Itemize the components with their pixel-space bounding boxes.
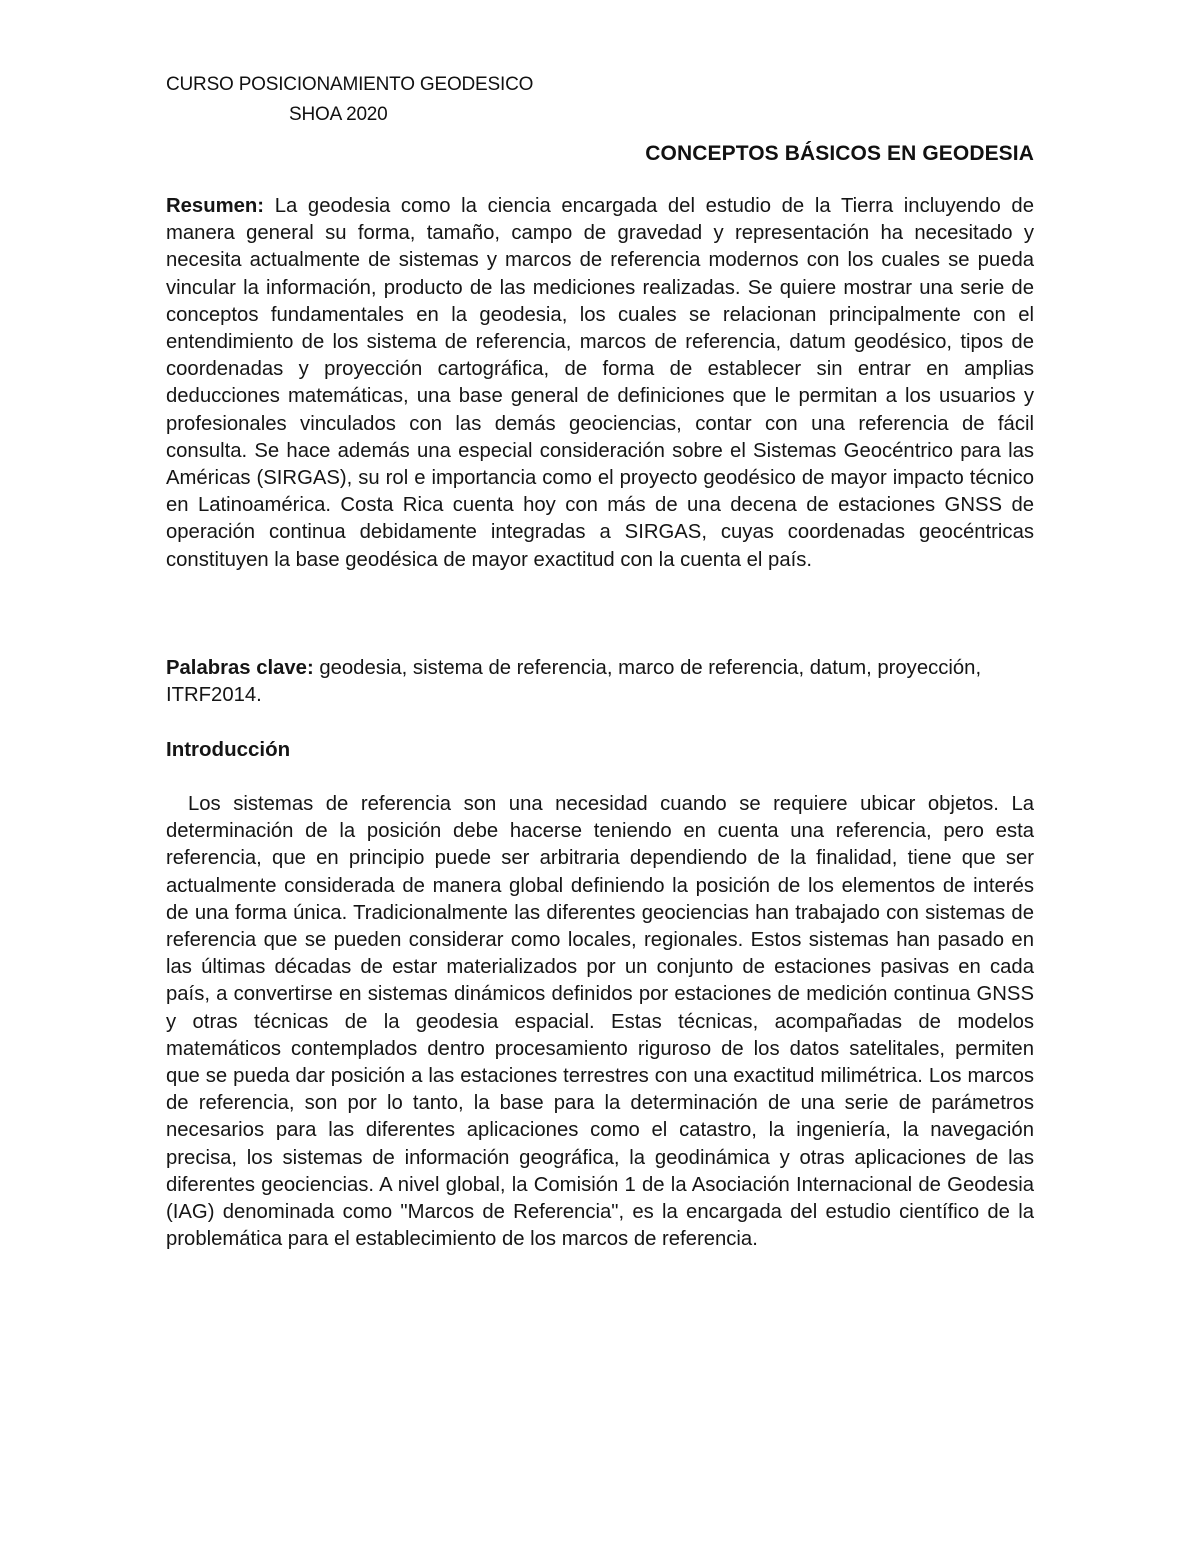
course-institution-year: SHOA 2020: [289, 104, 388, 125]
course-header: [166, 70, 666, 130]
keywords-label: Palabras clave:: [166, 657, 314, 679]
introduction-heading: Introducción: [166, 738, 291, 761]
abstract-paragraph: [166, 193, 1034, 574]
document-title: CONCEPTOS BÁSICOS EN GEODESIA: [645, 142, 1034, 165]
abstract-text: La geodesia como la ciencia encargada del estudio de la Tierra incluyendo de manera general su forma, tamaño, campo de gravedad y representación ha necesitado y necesita actualmente de sistemas y marcos de referencia modernos con los cuales se pueda vincular la información, producto de las mediciones realizadas. Se quiere mostrar una serie de conceptos fundamentales en la geodesia, los cuales se relacionan principalmente con el entendimiento de los sistema de referencia, marcos de referencia, datum geodésico, tipos de coordenadas y proyección cartográfica, de forma de establecer sin entrar en amplias deducciones matemáticas, una base general de definiciones que le permitan a los usuarios y profesionales vinculados con las demás geociencias, contar con una referencia de fácil consulta. Se hace además una especial consideración sobre el Sistemas Geocéntrico para las Américas (SIRGAS), su rol e importancia como el proyecto geodésico de mayor impacto técnico en Latinoamérica. Costa Rica cuenta hoy con más de una decena de estaciones GNSS de operación continua debidamente integradas a SIRGAS, cuyas coordenadas geocéntricas constituyen la base geodésica de mayor exactitud con la cuenta el país.: [166, 195, 1034, 571]
introduction-paragraph: Los sistemas de referencia son una necesidad cuando se requiere ubicar objetos. La determinación de la posición debe hacerse teniendo en cuenta una referencia, pero esta referencia, que en principio puede ser arbitraria dependiendo de la finalidad, tiene que ser actualmente considerada de manera global definiendo la posición de los elementos de interés de una forma única. Tradicionalmente las diferentes geociencias han trabajado con sistemas de referencia que se pueden considerar como locales, regionales. Estos sistemas han pasado en las últimas décadas de estar materializados por un conjunto de estaciones pasivas en cada país, a convertirse en sistemas dinámicos definidos por estaciones de medición continua GNSS y otras técnicas de la geodesia espacial. Estas técnicas, acompañadas de modelos matemáticos contemplados dentro procesamiento riguroso de los datos satelitales, permiten que se pueda dar posición a las estaciones terrestres con una exactitud milimétrica. Los marcos de referencia, son por lo tanto, la base para la determinación de una serie de parámetros necesarios para las diferentes aplicaciones como el catastro, la ingeniería, la navegación precisa, los sistemas de información geográfica, la geodinámica y otras aplicaciones de las diferentes geociencias. A nivel global, la Comisión 1 de la Asociación Internacional de Geodesia (IAG) denominada como "Marcos de Referencia", es la encargada del estudio científico de la problemática para el establecimiento de los marcos de referencia.: [166, 793, 1034, 1251]
course-name: CURSO POSICIONAMIENTO GEODESICO: [166, 74, 534, 95]
keywords-paragraph: [166, 655, 1034, 709]
abstract-label: Resumen:: [166, 195, 265, 217]
keywords-text: geodesia, sistema de referencia, marco de referencia, datum, proyección, ITRF2014.: [166, 657, 982, 707]
